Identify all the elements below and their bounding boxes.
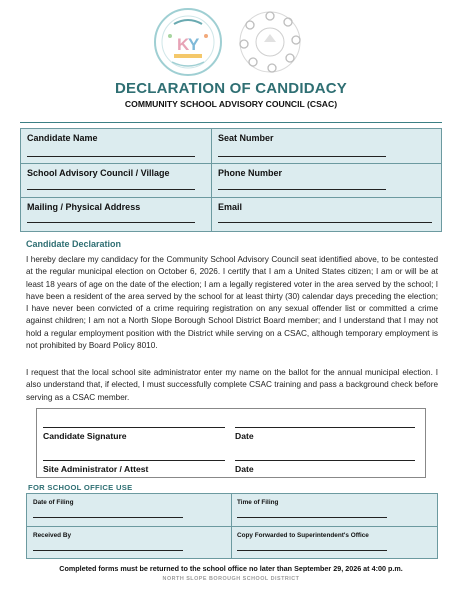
date-line-2[interactable]: [235, 460, 415, 461]
email-line: [218, 222, 432, 223]
candidate-signature-line[interactable]: [43, 427, 225, 428]
return-deadline-note: Completed forms must be returned to the school office no later than September 29, 2026 at 4:00 p.m.: [59, 564, 403, 573]
received-by-line[interactable]: [33, 550, 183, 551]
seat-number-line: [218, 156, 386, 157]
office-divider: [27, 526, 437, 527]
declaration-paragraph-1: I hereby declare my candidacy for the Community School Advisory Council seat identified above, to be contested at the regular municipal election on October 6, 2026. I certify that I am a United States citizen; I am or will be at least 18 years of age on the date of the election; I am a legally registered voter in the area served by the school; I have been a resident of the area served by the school for at least thirty (30) calendar days preceding the election; I have never been convicted of a crime requiring registration on any sexual offender list or committed a crime against children; I am not a North Slope Borough School District Board member; and I understand that I may not hold a regular employment position with the District while serving on a CSAC, although temporary employment is not prohibited by Board Policy 8010.: [26, 255, 438, 351]
received-by-label: Received By: [33, 532, 72, 539]
phone-number-line: [218, 189, 386, 190]
candidate-signature-label: Candidate Signature: [43, 431, 127, 441]
phone-number-field[interactable]: [212, 164, 441, 197]
date-label-2: Date: [235, 464, 254, 474]
date-of-filing-line[interactable]: [33, 517, 183, 518]
email-field[interactable]: [212, 198, 441, 231]
office-use-heading: FOR SCHOOL OFFICE USE: [28, 483, 133, 492]
council-village-label: School Advisory Council / Village: [27, 168, 170, 178]
seat-number-label: Seat Number: [218, 133, 274, 143]
time-of-filing-label: Time of Filing: [237, 499, 279, 506]
header-logos: [0, 6, 462, 78]
signature-box: [36, 408, 426, 478]
site-admin-label: Site Administrator / Attest: [43, 464, 149, 474]
mailing-address-label: Mailing / Physical Address: [27, 202, 141, 212]
date-line-1[interactable]: [235, 427, 415, 428]
time-of-filing-line[interactable]: [237, 517, 387, 518]
phone-number-label: Phone Number: [218, 168, 283, 178]
district-name: NORTH SLOPE BOROUGH SCHOOL DISTRICT: [162, 576, 300, 582]
copy-forwarded-label: Copy Forwarded to Superintendent's Office: [237, 532, 369, 539]
council-village-field[interactable]: [21, 164, 211, 197]
svg-text:K: K: [177, 35, 190, 54]
council-village-line: [27, 189, 195, 190]
circle-of-people-logo: [234, 6, 306, 83]
site-admin-signature-line[interactable]: [43, 460, 225, 461]
candidate-info-grid: [20, 128, 442, 232]
email-label: Email: [218, 202, 243, 212]
date-label-1: Date: [235, 431, 254, 441]
candidate-name-field[interactable]: [21, 129, 211, 163]
mailing-address-line: [27, 222, 195, 223]
school-community-logo: [152, 6, 224, 83]
declaration-heading: Candidate Declaration: [26, 239, 122, 249]
office-use-box: [26, 493, 438, 559]
declaration-paragraph-2: I request that the local school site administrator enter my name on the ballot for the annual municipal election. I also understand that, if elected, I must successfully complete CSAC training and pass a background check before serving as a CSAC member.: [26, 368, 438, 402]
seat-number-field[interactable]: [212, 129, 441, 163]
svg-text:Y: Y: [188, 35, 200, 54]
page-title: DECLARATION OF CANDIDACY: [114, 80, 347, 97]
candidate-name-label: Candidate Name: [27, 133, 98, 143]
mailing-address-field[interactable]: [21, 198, 211, 231]
date-of-filing-label: Date of Filing: [33, 499, 74, 506]
page-subtitle: COMMUNITY SCHOOL ADVISORY COUNCIL (CSAC): [124, 99, 338, 109]
candidate-name-line: [27, 156, 195, 157]
copy-forwarded-line[interactable]: [237, 550, 387, 551]
header-divider: [20, 122, 442, 123]
